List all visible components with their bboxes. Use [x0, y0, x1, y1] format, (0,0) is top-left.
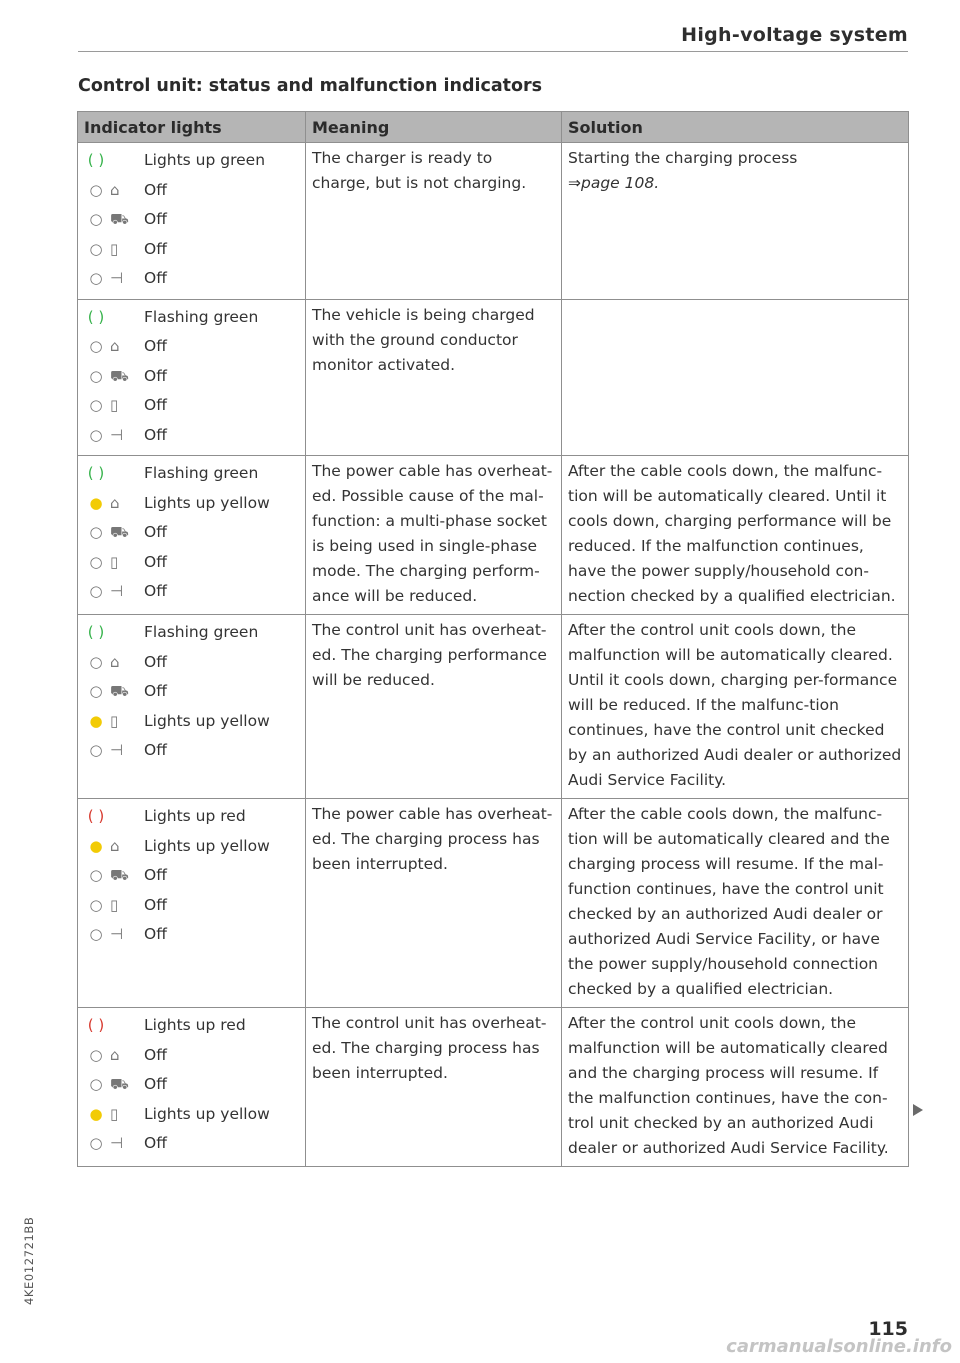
indicator-line	[84, 205, 299, 235]
lamp-off-icon: ○	[89, 1045, 103, 1064]
solution-text: After the cable cools down, the malfunc-tion will be automatically cleared and the charging process will resume. If the mal-function continues, have the control unit checked by an authorized Audi dealer or authorized Audi Service Facility, or have the power supply/household connection checked by a qualified electrician.	[568, 805, 890, 998]
car-icon: ⛟	[110, 523, 129, 542]
indicator-cell	[78, 456, 306, 615]
solution-cell	[562, 1008, 909, 1167]
indicator-label: Lights up green	[144, 151, 266, 170]
lamp-off-icon: ○	[89, 682, 103, 701]
plug-icon: ⌂	[110, 180, 120, 199]
indicator-label: Off	[144, 866, 167, 885]
lamp-on-icon: ●	[89, 711, 103, 730]
indicator-label: Lights up yellow	[144, 711, 270, 730]
lamp-off-icon: ○	[89, 866, 103, 885]
status-bracket-icon: ( )	[87, 464, 105, 483]
connector-icon: ▯	[110, 895, 119, 914]
indicator-label: Off	[144, 925, 167, 944]
column-header-solution: Solution	[562, 112, 909, 143]
indicator-line	[84, 861, 299, 891]
lamp-on-icon: ●	[89, 1104, 103, 1123]
lamp-off-icon: ○	[89, 396, 103, 415]
indicator-cell	[78, 143, 306, 300]
solution-cell	[562, 299, 909, 456]
indicator-line	[84, 1011, 299, 1041]
plug-icon: ⌂	[110, 1045, 120, 1064]
plug-icon: ⌂	[110, 337, 120, 356]
continue-arrow-icon	[913, 1104, 923, 1116]
lamp-off-icon: ○	[89, 925, 103, 944]
table-row	[78, 1008, 909, 1167]
indicator-label: Lights up yellow	[144, 1104, 270, 1123]
indicator-line	[84, 489, 299, 519]
lamp-off-icon: ○	[89, 1075, 103, 1094]
indicator-line	[84, 920, 299, 950]
lamp-off-icon: ○	[89, 180, 103, 199]
indicator-label: Off	[144, 523, 167, 542]
indicator-line	[84, 421, 299, 451]
indicator-line	[84, 802, 299, 832]
meaning-cell: The power cable has overheat-ed. The charging process has been interrupted.	[306, 799, 562, 1008]
indicator-label: Flashing green	[144, 623, 259, 642]
page-number: 115	[868, 1318, 908, 1340]
indicator-line	[84, 618, 299, 648]
car-icon: ⛟	[110, 682, 129, 701]
indicator-cell	[78, 1008, 306, 1167]
connector-icon: ▯	[110, 711, 119, 730]
ground-icon: ⊣	[110, 269, 124, 288]
indicator-line	[84, 303, 299, 333]
indicator-label: Off	[144, 180, 167, 199]
table-row	[78, 143, 909, 300]
lamp-on-icon: ●	[89, 493, 103, 512]
page-reference-link[interactable]: ⇒page 108.	[568, 174, 660, 192]
section-title: Control unit: status and malfunction indicators	[78, 76, 543, 96]
indicator-line	[84, 1041, 299, 1071]
solution-text: After the control unit cools down, the malfunction will be automatically cleared and the charging process will resume. If the malfunction continues, have the con-trol unit checked by an authorized Audi dealer or authorized Audi Service Facility.	[568, 1014, 889, 1157]
indicator-line	[84, 1129, 299, 1159]
indicator-label: Off	[144, 239, 167, 258]
solution-cell	[562, 799, 909, 1008]
indicator-line	[84, 832, 299, 862]
solution-cell	[562, 143, 909, 300]
indicator-line	[84, 391, 299, 421]
indicator-line	[84, 332, 299, 362]
plug-icon: ⌂	[110, 652, 120, 671]
page-header-title: High-voltage system	[681, 24, 908, 46]
indicator-table	[77, 111, 909, 1167]
status-bracket-icon: ( )	[87, 151, 105, 170]
lamp-off-icon: ○	[89, 523, 103, 542]
solution-cell	[562, 615, 909, 799]
indicator-label: Lights up red	[144, 1016, 246, 1035]
car-icon: ⛟	[110, 366, 129, 385]
indicator-label: Off	[144, 366, 167, 385]
indicator-label: Lights up yellow	[144, 493, 270, 512]
indicator-label: Off	[144, 1075, 167, 1094]
ground-icon: ⊣	[110, 741, 124, 760]
lamp-on-icon: ●	[89, 836, 103, 855]
table-row	[78, 799, 909, 1008]
table-row	[78, 456, 909, 615]
lamp-off-icon: ○	[89, 366, 103, 385]
status-bracket-icon: ( )	[87, 623, 105, 642]
lamp-off-icon: ○	[89, 1134, 103, 1153]
indicator-line	[84, 235, 299, 265]
table-row	[78, 615, 909, 799]
indicator-label: Off	[144, 582, 167, 601]
status-bracket-icon: ( )	[87, 307, 105, 326]
lamp-off-icon: ○	[89, 210, 103, 229]
car-icon: ⛟	[110, 1075, 129, 1094]
meaning-cell: The control unit has overheat-ed. The charging performance will be reduced.	[306, 615, 562, 799]
lamp-off-icon: ○	[89, 895, 103, 914]
ground-icon: ⊣	[110, 925, 124, 944]
indicator-cell	[78, 799, 306, 1008]
header-divider	[78, 51, 908, 52]
car-icon: ⛟	[110, 210, 129, 229]
meaning-cell: The vehicle is being charged with the ground conductor monitor activated.	[306, 299, 562, 456]
connector-icon: ▯	[110, 239, 119, 258]
lamp-off-icon: ○	[89, 741, 103, 760]
table-header-row	[78, 112, 909, 143]
indicator-line	[84, 176, 299, 206]
connector-icon: ▯	[110, 396, 119, 415]
lamp-off-icon: ○	[89, 582, 103, 601]
indicator-cell	[78, 615, 306, 799]
indicator-label: Off	[144, 337, 167, 356]
solution-text: After the control unit cools down, the malfunction will be automatically cleared. Until it cools down, charging per-formance will be reduced. If the malfunc-tion continues, have the control unit checked by an authorized Audi dealer or authorized Audi Service Facility.	[568, 621, 902, 789]
indicator-label: Off	[144, 210, 167, 229]
indicator-label: Off	[144, 895, 167, 914]
solution-text: After the cable cools down, the malfunc-tion will be automatically cleared. Until it cools down, charging performance will be reduced. If the malfunction continues, have the power supply/household con-nection checked by a qualified electrician.	[568, 462, 896, 605]
indicator-label: Off	[144, 269, 167, 288]
lamp-off-icon: ○	[89, 337, 103, 356]
solution-text: Starting the charging process	[568, 149, 798, 167]
status-bracket-icon: ( )	[87, 1016, 105, 1035]
indicator-line	[84, 891, 299, 921]
indicator-line	[84, 707, 299, 737]
indicator-label: Off	[144, 741, 167, 760]
ground-icon: ⊣	[110, 582, 124, 601]
table-row	[78, 299, 909, 456]
indicator-line	[84, 677, 299, 707]
indicator-label: Off	[144, 552, 167, 571]
indicator-label: Off	[144, 652, 167, 671]
lamp-off-icon: ○	[89, 269, 103, 288]
lamp-off-icon: ○	[89, 552, 103, 571]
lamp-off-icon: ○	[89, 239, 103, 258]
indicator-label: Off	[144, 396, 167, 415]
meaning-cell: The charger is ready to charge, but is not charging.	[306, 143, 562, 300]
indicator-line	[84, 459, 299, 489]
connector-icon: ▯	[110, 552, 119, 571]
indicator-label: Off	[144, 1045, 167, 1064]
indicator-label: Flashing green	[144, 464, 259, 483]
car-icon: ⛟	[110, 866, 129, 885]
column-header-indicator-lights: Indicator lights	[78, 112, 306, 143]
plug-icon: ⌂	[110, 493, 120, 512]
indicator-line	[84, 1100, 299, 1130]
column-header-meaning: Meaning	[306, 112, 562, 143]
ground-icon: ⊣	[110, 425, 124, 444]
indicator-line	[84, 648, 299, 678]
indicator-label: Off	[144, 682, 167, 701]
indicator-line	[84, 577, 299, 607]
indicator-label: Lights up yellow	[144, 836, 270, 855]
indicator-label: Lights up red	[144, 807, 246, 826]
connector-icon: ▯	[110, 1104, 119, 1123]
lamp-off-icon: ○	[89, 652, 103, 671]
indicator-line	[84, 146, 299, 176]
meaning-cell: The control unit has overheat-ed. The charging process has been interrupted.	[306, 1008, 562, 1167]
indicator-line	[84, 1070, 299, 1100]
solution-cell	[562, 456, 909, 615]
plug-icon: ⌂	[110, 836, 120, 855]
lamp-off-icon: ○	[89, 425, 103, 444]
indicator-line	[84, 264, 299, 294]
indicator-label: Flashing green	[144, 307, 259, 326]
document-code: 4KE012721BB	[22, 1216, 36, 1305]
indicator-cell	[78, 299, 306, 456]
indicator-line	[84, 736, 299, 766]
meaning-cell: The power cable has overheat-ed. Possible cause of the mal-function: a multi-phase socket is being used in single-phase mode. The charging perform-ance will be reduced.	[306, 456, 562, 615]
status-bracket-icon: ( )	[87, 807, 105, 826]
indicator-label: Off	[144, 425, 167, 444]
indicator-line	[84, 548, 299, 578]
indicator-label: Off	[144, 1134, 167, 1153]
watermark: carmanualsonline.info	[726, 1336, 952, 1357]
ground-icon: ⊣	[110, 1134, 124, 1153]
indicator-line	[84, 518, 299, 548]
indicator-line	[84, 362, 299, 392]
